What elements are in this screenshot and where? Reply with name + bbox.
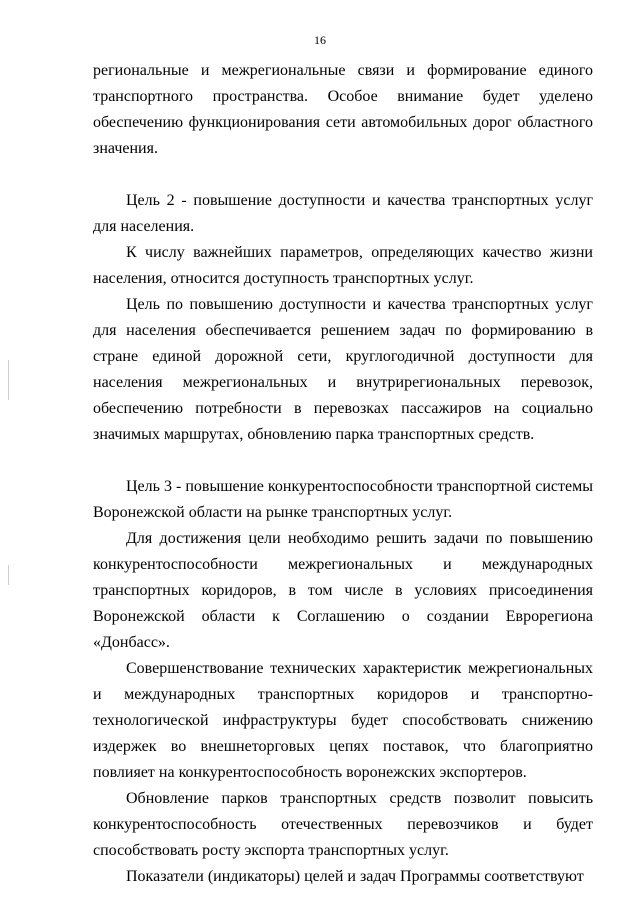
- paragraph-6: Для достижения цели необходимо решить задачи по повышению конкурентоспособности межрегиональных и международных транспортных коридоров, в том числе в условиях присоединения Воронежской области к Соглашению о создании Еврорегиона «Донбасс».: [93, 530, 593, 651]
- paragraph-goal-3: Цель 3 - повышение конкурентоспособности транспортной системы Воронежской области на рынке транспортных услуг.: [93, 478, 593, 521]
- document-body: [93, 58, 593, 890]
- page-number: 16: [314, 33, 326, 47]
- paragraph-8: Обновление парков транспортных средств позволит повысить конкурентоспособность отечественных перевозчиков и будет способствовать росту экспорта транспортных услуг.: [93, 790, 593, 859]
- scan-margin-mark: [8, 565, 9, 585]
- scan-margin-mark: [8, 360, 9, 400]
- paragraph-1: региональные и межрегиональные связи и формирование единого транспортного пространства. Особое внимание будет уделено обеспечению функционирования сети автомобильных дорог областного значения.: [93, 62, 593, 157]
- paragraph-3: К числу важнейших параметров, определяющих качество жизни населения, относится доступность транспортных услуг.: [93, 244, 593, 287]
- paragraph-7: Совершенствование технических характеристик межрегиональных и международных транспортных коридоров и транспортно-технологической инфраструктуры будет способствовать снижению издержек во внешнеторговых цепях поставок, что благоприятно повлияет на конкурентоспособность воронежских экспортеров.: [93, 660, 593, 781]
- paragraph-4: Цель по повышению доступности и качества транспортных услуг для населения обеспечивается решением задач по формированию в стране единой дорожной сети, круглогодичной доступности для населения межрегиональных и внутрирегиональных перевозок, обеспечению потребности в перевозках пассажиров на социально значимых маршрутах, обновлению парка транспортных средств.: [93, 296, 593, 443]
- paragraph-goal-2: Цель 2 - повышение доступности и качества транспортных услуг для населения.: [93, 192, 593, 235]
- paragraph-9: Показатели (индикаторы) целей и задач Программы соответствуют: [126, 868, 584, 885]
